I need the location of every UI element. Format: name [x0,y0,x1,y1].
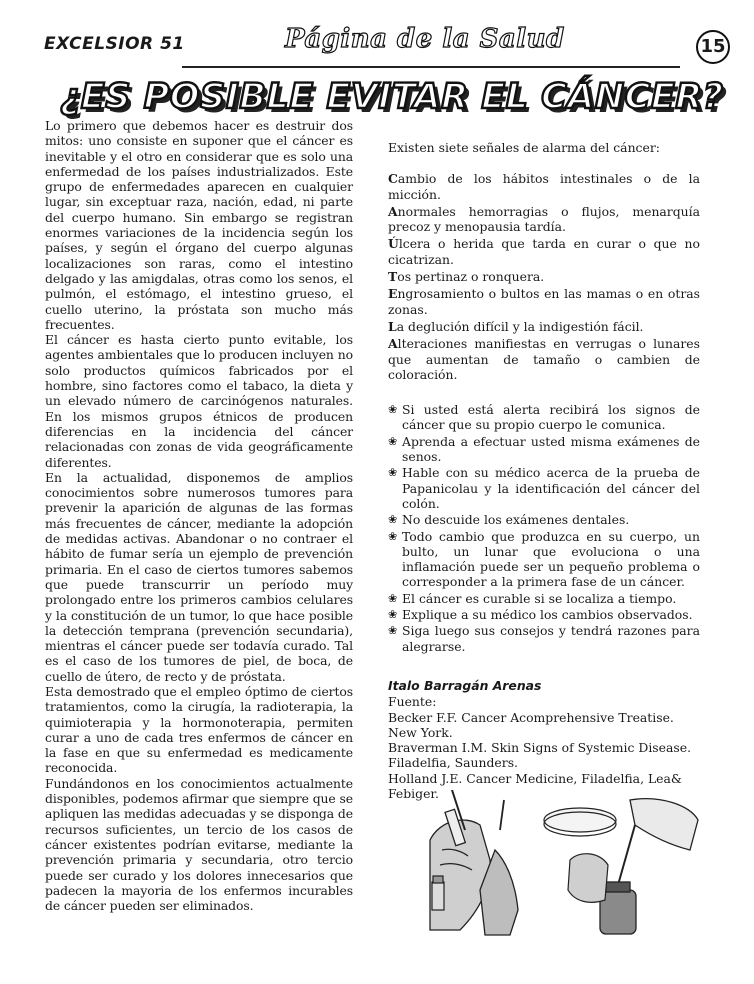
tip-text: Siga luego sus consejos y tendrá razones para alegrarse. [402,623,700,654]
list-item [388,465,700,511]
paragraph: Esta demostrado que el empleo óptimo de ciertos tratamientos, como la cirugía, la radioterapia, la quimioterapia y la hormonoterapia, permiten curar a uno de cada tres enfermos de cáncer en la fase en que su enfermedad es medicamente reconocida. [45,683,353,776]
right-column [388,140,700,801]
signal-initial: Ú [388,236,399,252]
reference: Holland J.E. Cancer Medicine, Filadelfia, Lea& Febiger. [388,770,682,801]
petri-dish-icon [544,808,616,836]
left-column [45,118,353,913]
paragraph: En la actualidad, disponemos de amplios conocimientos sobre numerosos tumores para prevenir la aparición de algunas de las formas más frecuentes de cáncer, mediante la adopción de medidas activas. Abandonar o no contraer el hábito de fumar sería un ejemplo de prevención primaria. En el caso de ciertos tumores sabemos que puede transcurrir un período muy prolongado entre los primeros cambios celulares y la constitución de un tumor, lo que hace posible la detección temprana (prevención secundaria), mientras el cáncer puede ser todavía curado. Tal es el caso de los tumores de piel, de boca, de cuello de útero, de recto y de próstata. [45,469,353,684]
headline: ¿ES POSIBLE EVITAR EL CÁNCER? [60,77,724,117]
list-item [388,171,700,202]
list-item [388,623,700,654]
signal-initial: T [388,269,398,285]
sources-label: Fuente: [388,694,437,710]
bottle-hand-icon [568,854,608,903]
tip-text: Aprenda a efectuar usted misma exámenes de senos. [402,433,700,465]
flower-bullet-icon: ❀ [388,466,398,480]
page-number: 15 [696,30,730,64]
list-item [388,204,700,235]
flower-bullet-icon: ❀ [388,434,398,448]
list-item [388,512,700,527]
signal-initial: A [388,203,398,219]
reference: Becker F.F. Cancer Acomprehensive Treatise. New York. [388,709,674,740]
alarm-signals-list [388,171,700,382]
medical-illustration [420,790,700,945]
list-item [388,269,700,284]
signal-text: ambio de los hábitos intestinales o de la micción. [388,171,700,202]
flower-bullet-icon: ❀ [388,513,398,527]
paragraph: El cáncer es hasta cierto punto evitable, los agentes ambientales que lo producen incluyen no solo productos químicos fabricados por el hombre, sino factores como el tabaco, la dieta y un elevado número de carcinógenos naturales. En los mismos grupos étnicos de producen diferencias en la incidencia del cáncer relacionadas con zonas de vida geográficamente diferentes. [45,332,353,470]
section-title: Página de la Salud [285,24,565,54]
list-item [388,402,700,433]
flower-bullet-icon: ❀ [388,591,398,605]
tip-text: Si usted está alerta recibirá los signos de cáncer que su propio cuerpo le comunica. [402,402,700,433]
reference: Braverman I.M. Skin Signs of Systemic Disease. Filadelfia, Saunders. [388,740,692,771]
list-item [388,591,700,606]
list-item [388,236,700,267]
flower-bullet-icon: ❀ [388,403,398,417]
list-item [388,286,700,317]
syringe-hand-icon [430,790,518,935]
signal-text: lteraciones manifiestas en verrugas o lunares que aumentan de tamaño o cambien de coloración. [388,336,700,382]
flower-bullet-icon: ❀ [388,608,398,622]
list-item [388,607,700,622]
author-name: Italo Barragán Arenas [388,677,542,693]
signal-text: os pertinaz o ronquera. [397,269,545,285]
paragraph: Fundándonos en los conocimientos actualmente disponibles, podemos afirmar que siempre que se apliquen las medidas adecuadas y se disponga de recursos suficientes, un tercio de los casos de cáncer existentes podrían evitarse, mediante la prevención primaria y secundaria, otro tercio puede ser curado y los dolores innecesarios que padecen la mayoria de los enfermos incurables de cáncer pueden ser eliminados. [45,775,353,914]
signals-intro: Existen siete señales de alarma del cáncer: [388,140,660,155]
paragraph: Lo primero que debemos hacer es destruir dos mitos: uno consiste en suponer que el cáncer es inevitable y el otro en considerar que es solo una enfermedad de los países industrializados. Este grupo de enfermedades aparecen en cualquier lugar, sin exceptuar raza, nación, edad, ni parte del cuerpo humano. Sin embargo se registran enormes variaciones de la incidencia según los países, y según el órgano del cuerpo algunas localizaciones son raras, como el intestino delgado y las amigdalas, otras como los senos, el pulmón, el estómago, el intestino grueso, el cuello uterino, la próstata son mucho más frecuentes. [45,118,353,332]
tip-text: Explique a su médico los cambios observados. [402,607,693,623]
tips-list [388,402,700,654]
list-item [388,336,700,382]
tip-text: No descuide los exámenes dentales. [402,512,630,528]
signal-initial: E [388,286,398,302]
tip-text: Todo cambio que produzca en su cuerpo, un bulto, un lunar que evoluciona o una inflamación puede ser un pequeño problema o corresponder a la primera fase de un cáncer. [402,528,700,590]
signal-initial: L [388,318,397,334]
signal-initial: A [388,336,398,352]
list-item [388,319,700,334]
tip-text: Hable con su médico acerca de la prueba de Papanicolau y la identificación del cáncer del colón. [402,465,700,511]
header-rule [182,66,680,68]
tip-text: El cáncer es curable si se localiza a tiempo. [402,590,677,606]
list-item [388,529,700,590]
vial-icon [432,876,444,910]
signal-initial: C [388,171,398,187]
flower-bullet-icon: ❀ [388,529,398,543]
page-header [40,22,730,62]
signal-text: ngrosamiento o bultos en las mamas o en otras zonas. [388,286,700,317]
flower-bullet-icon: ❀ [388,624,398,638]
signal-text: normales hemorragias o flujos, menarquía precoz y menopausia tardía. [388,203,700,235]
signal-text: a deglución difícil y la indigestión fácil. [396,318,644,334]
signal-text: lcera o herida que tarda en curar o que no cicatrizan. [388,236,700,267]
list-item [388,434,700,465]
publication-name: EXCELSIOR 51 [44,34,185,54]
